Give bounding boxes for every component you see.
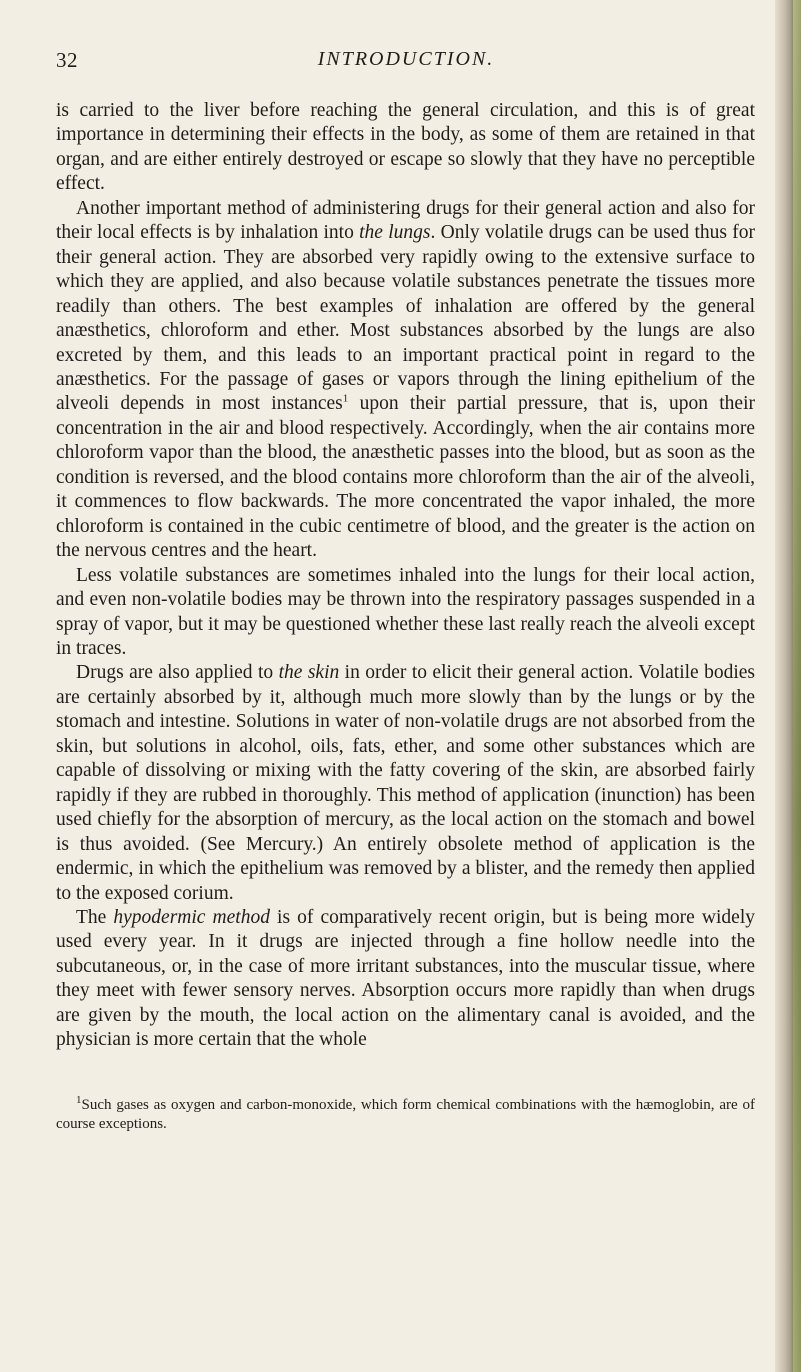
footnote-marker: 1 <box>76 1094 82 1106</box>
running-head: INTRODUCTION. <box>317 48 495 70</box>
footnotes <box>56 1096 755 1134</box>
term-hypodermic-method: hypodermic method <box>113 906 270 928</box>
paragraph-2 <box>56 197 755 564</box>
footnote-reference: 1 <box>342 392 349 405</box>
paragraph-2-text-c: upon their partial pressure, that is, upon their concentration in the air and blood respectively. Accordingly, when the air contains more chloroform vapor than the blood, the anæsthetic passes into the blood, but as soon as the condition is reversed, and the blood contains more chloroform than the air of the alveoli, it commences to flow backwards. The more concentrated the vapor inhaled, the more chloroform is contained in the cubic centimetre of blood, and the greater is the action on the nervous centres and the heart. <box>56 393 755 562</box>
paragraph-5-text-a: The <box>76 906 114 928</box>
body-text <box>56 99 755 1053</box>
page-edge-tint <box>793 0 801 1372</box>
term-the-lungs: the lungs <box>359 222 431 244</box>
footnote-text: Such gases as oxygen and carbon-monoxide, which form chemical combinations with the hæmoglobin, are of course exceptions. <box>56 1097 755 1132</box>
footnote-1 <box>56 1096 755 1134</box>
paragraph-2-text-a: Another important method of administering drugs for their general action and also for their local effects is by inhalation into <box>56 197 755 244</box>
page-header <box>56 48 756 78</box>
paragraph-4 <box>56 661 755 906</box>
paragraph-5-text-b: is of comparatively recent origin, but is being more widely used every year. In it drugs are injected through a fine hollow needle into the subcutaneous, or, in the case of more irritant substances, into the muscular tissue, where they meet with fewer sensory nerves. Absorption occurs more rapidly than when drugs are given by the mouth, the local action on the alimentary canal is avoided, and the physician is more certain that the whole <box>56 906 755 1051</box>
paragraph-1-text: is carried to the liver before reaching the general circulation, and this is of great importance in determining their effects in the body, as some of them are retained in that organ, and are either entirely destroyed or escape so slowly that they have no perceptible effect. <box>56 100 755 195</box>
paragraph-3-text: Less volatile substances are sometimes inhaled into the lungs for their local action, and even non-volatile bodies may be thrown into the respiratory passages suspended in a spray of vapor, but it may be questioned whether these last really reach the alveoli except in traces. <box>56 564 755 659</box>
term-the-skin: the skin <box>278 662 340 684</box>
paragraph-2-text-b: . Only volatile drugs can be used thus for their general action. They are absorbed very rapidly owing to the extensive surface to which they are applied, and also because volatile substances penetrate the tissues more readily than others. The best examples of inhalation are offered by the general anæsthetics, chloroform and ether. Most substances absorbed by the lungs are also excreted by them, and this leads to an important practical point in regard to the anæsthetics. For the passage of gases or vapors through the lining epithelium of the alveoli depends in most instances <box>56 222 755 415</box>
paragraph-1 <box>56 99 755 197</box>
paragraph-4-text-b: in order to elicit their general action. Volatile bodies are certainly absorbed by it, although much more slowly than by the lungs or by the stomach and intestine. Solutions in water of non-volatile drugs are not absorbed from the skin, but solutions in alcohol, oils, fats, ether, and some other substances which are capable of dissolving or mixing with the fatty covering of the skin, are absorbed fairly rapidly if they are rubbed in thoroughly. This method of application (inunction) has been used chiefly for the absorption of mercury, as the local action on the stomach and bowel is thus avoided. (See Mercury.) An entirely obsolete method of application is the endermic, in which the epithelium was removed by a blister, and the remedy then applied to the exposed corium. <box>56 662 756 904</box>
page-number: 32 <box>56 48 78 72</box>
paragraph-4-text-a: Drugs are also applied to <box>76 662 279 684</box>
paragraph-5 <box>56 906 755 1053</box>
paragraph-3 <box>56 564 755 662</box>
